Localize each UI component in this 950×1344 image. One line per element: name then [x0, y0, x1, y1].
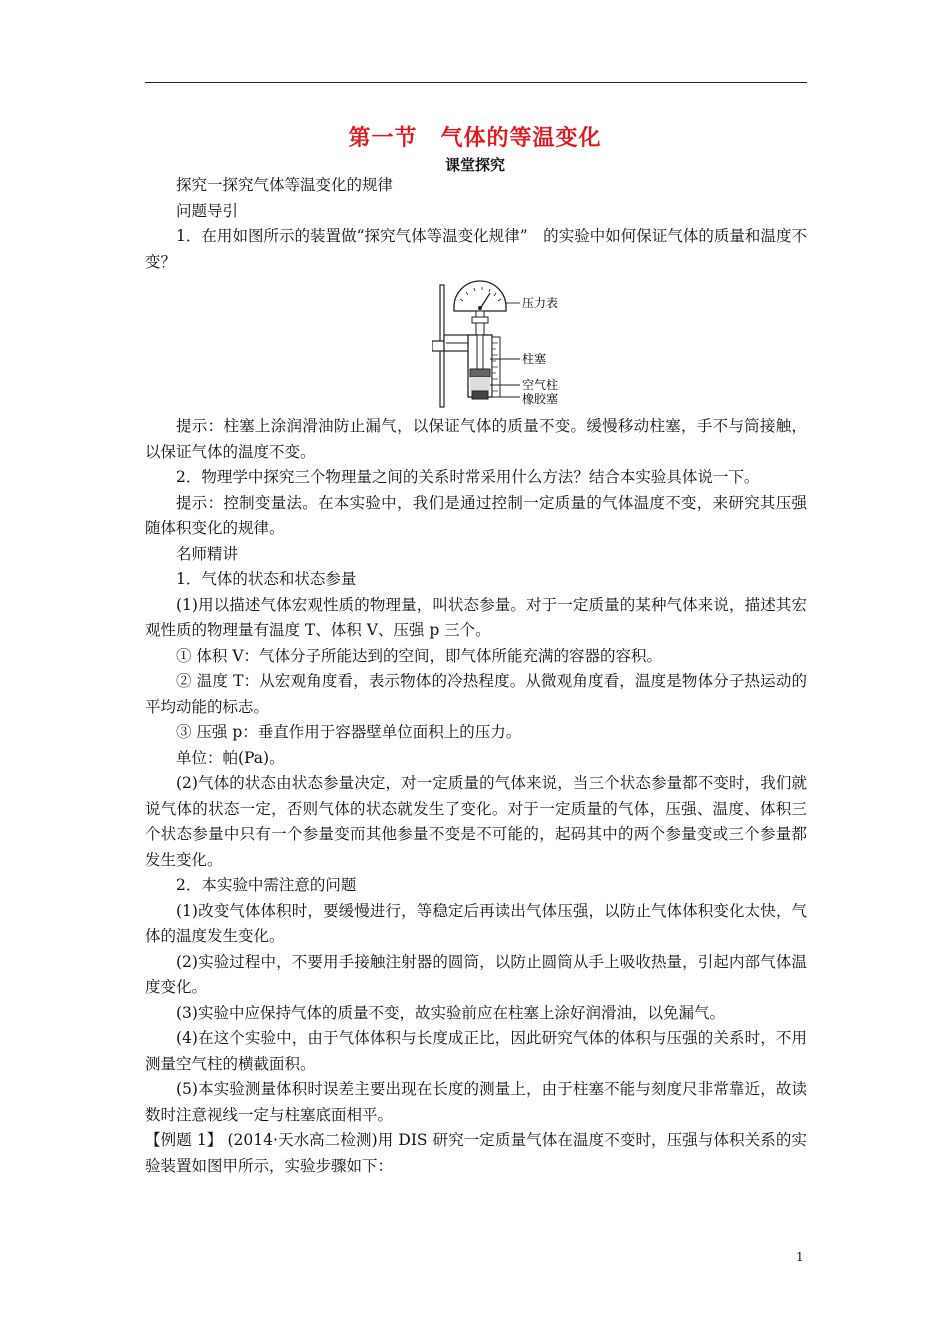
- lecture-point-1-2: (2)气体的状态由状态参量决定，对一定质量的气体来说，当三个状态参量都不变时，我们就说气体的状态一定，否则气体的状态就发生了变化。对于一定质量的气体，压强、温度、体积三个状态参量中只有一个参量变而其他参量不变是不可能的，起码其中的两个参量变或三个参量都发生变化。: [145, 774, 807, 869]
- lecture-temperature: ② 温度 T：从宏观角度看，表示物体的冷热程度。从微观角度看，温度是物体分子热运动的平均动能的标志。: [145, 672, 807, 716]
- page-title: 第一节 气体的等温变化: [348, 125, 602, 151]
- answer-2: 提示：控制变量法。在本实验中，我们是通过控制一定质量的气体温度不变，来研究其压强随体积变化的规律。: [145, 493, 807, 537]
- lecture-point-1-1: (1)用以描述气体宏观性质的物理量，叫状态参量。对于一定质量的某种气体来说，描述其宏观性质的物理量有温度 T、体积 V、压强 p 三个。: [145, 595, 807, 639]
- lecture-point-2-2: (2)实验过程中，不要用手接触注射器的圆筒，以防止圆筒从手上吸收热量，引起内部气体温度变化。: [145, 952, 807, 996]
- lecture-point-2-1: (1)改变气体体积时，要缓慢进行，等稳定后再读出气体压强，以防止气体体积变化太快，气体的温度发生变化。: [145, 901, 807, 945]
- header-rule: [145, 82, 807, 83]
- section-heading: 探究一探究气体等温变化的规律: [176, 176, 394, 194]
- answer-1: 提示：柱塞上涂润滑油防止漏气，以保证气体的质量不变。缓慢移动柱塞，手不与筒接触，以保证气体的温度不变。: [145, 417, 807, 461]
- lecture-label: 名师精讲: [176, 544, 239, 563]
- lecture-point-2-5: (5)本实验测量体积时误差主要出现在长度的测量上，由于柱塞不能与刻度尺非常靠近，故读数时注意视线一定与柱塞底面相平。: [145, 1080, 807, 1124]
- lecture-point-2-4: (4)在这个实验中，由于气体体积与长度成正比，因此研究气体的体积与压强的关系时，不用测量空气柱的横截面积。: [145, 1029, 807, 1073]
- label-rubber-cap: 橡胶塞: [522, 392, 559, 406]
- lecture-unit: 单位：帕(Pa)。: [176, 748, 285, 767]
- guide-label: 问题导引: [176, 201, 239, 220]
- question-1: 1．在用如图所示的装置做“探究气体等温变化规律” 的实验中如何保证气体的质量和温度不变？: [145, 227, 807, 271]
- page-subtitle: 课堂探究: [444, 156, 505, 174]
- document-body: [145, 173, 807, 1179]
- label-gauge: 压力表: [522, 296, 559, 310]
- lecture-point-2-3: (3)实验中应保持气体的质量不变，故实验前应在柱塞上涂好润滑油，以免漏气。: [176, 1003, 725, 1022]
- lecture-point-2-title: 2．本实验中需注意的问题: [176, 876, 357, 894]
- apparatus-figure: [145, 279, 807, 409]
- lecture-volume: ① 体积 V：气体分子所能达到的空间，即气体所能充满的容器的容积。: [176, 646, 663, 665]
- syringe-apparatus-diagram: [432, 279, 582, 409]
- example-1: 【例题 1】 (2014·天水高二检测)用 DIS 研究一定质量气体在温度不变时，压强与体积关系的实验装置如图甲所示，实验步骤如下：: [145, 1131, 807, 1175]
- question-2: 2．物理学中探究三个物理量之间的关系时常采用什么方法？结合本实验具体说一下。: [176, 468, 760, 486]
- label-air-column: 空气柱: [522, 378, 559, 392]
- lecture-pressure: ③ 压强 p：垂直作用于容器壁单位面积上的压力。: [176, 723, 522, 741]
- lecture-point-1-title: 1．气体的状态和状态参量: [176, 570, 357, 588]
- page-number: 1: [796, 1250, 804, 1264]
- label-piston: 柱塞: [522, 352, 547, 366]
